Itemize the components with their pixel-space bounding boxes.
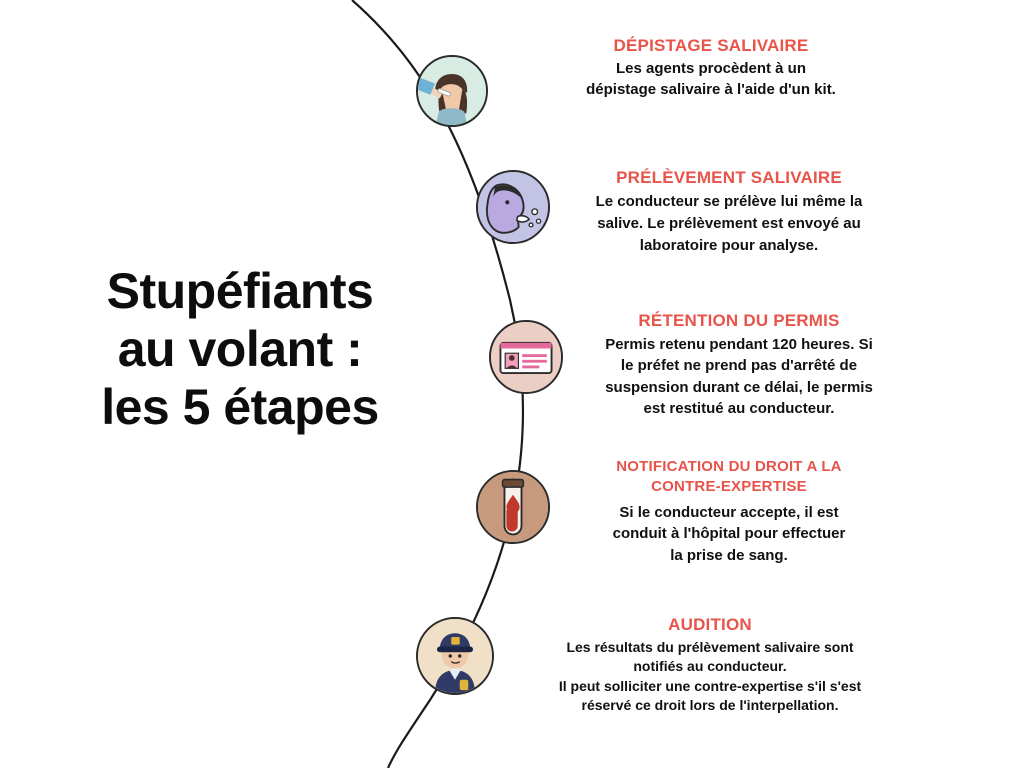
step-5-body-line-3: Il peut solliciter une contre-expertise s'il s'est: [558, 677, 862, 694]
title-line-2: au volant :: [117, 321, 363, 377]
step-3-heading: RÉTENTION DU PERMIS: [638, 311, 840, 330]
step-5-body-line-2: notifiés au conducteur.: [633, 658, 787, 675]
step-1-body-line-1: Les agents procèdent à un: [615, 60, 807, 77]
step-5-text: [500, 615, 920, 715]
step-1-body: [512, 59, 910, 100]
step-1-text: [512, 36, 910, 100]
step-2-body: [530, 191, 928, 256]
title-line-1: Stupéfiants: [106, 263, 374, 319]
step-5-body: [500, 638, 920, 715]
page-title: [30, 262, 450, 436]
step-4-text: [530, 457, 928, 566]
step-5-heading: AUDITION: [668, 615, 752, 634]
step-5-body-line-1: Les résultats du prélèvement salivaire sont: [566, 639, 854, 655]
step-2-text: [530, 168, 928, 256]
step-4-body-line-1: Si le conducteur accepte, il est: [619, 504, 839, 521]
step-4-heading-line-2: CONTRE-EXPERTISE: [651, 477, 807, 495]
step-4-heading: [530, 457, 928, 496]
step-3-body-line-2: le préfet ne prend pas d'arrêté de: [620, 357, 858, 375]
step-4-body: [530, 502, 928, 566]
step-3-body-line-3: suspension durant ce délai, le permis: [605, 378, 873, 396]
step-4-body-line-3: la prise de sang.: [670, 546, 788, 564]
step-1-body-line-2: dépistage salivaire à l'aide d'un kit.: [586, 80, 836, 98]
step-4-body-line-2: conduit à l'hôpital pour effectuer: [612, 525, 846, 543]
step-1-heading: DÉPISTAGE SALIVAIRE: [613, 36, 809, 55]
step-3-body-line-4: est restitué au conducteur.: [643, 399, 835, 417]
step-3-body: [540, 334, 938, 419]
saliva-test-icon: [416, 55, 488, 127]
title-line-3: les 5 étapes: [101, 379, 379, 435]
police-officer-icon: [416, 617, 494, 695]
step-4-heading-line-1: NOTIFICATION DU DROIT A LA: [616, 458, 842, 475]
step-2-body-line-2: salive. Le prélèvement est envoyé au: [597, 214, 861, 232]
step-5-body-line-4: réservé ce droit lors de l'interpellation.: [581, 696, 839, 713]
step-3-body-line-1: Permis retenu pendant 120 heures. Si: [605, 336, 873, 353]
step-2-body-line-3: laboratoire pour analyse.: [639, 236, 819, 254]
step-3-text: [540, 311, 938, 419]
step-2-heading: PRÉLÈVEMENT SALIVAIRE: [616, 168, 842, 187]
step-2-body-line-1: Le conducteur se prélève lui même la: [595, 193, 863, 210]
